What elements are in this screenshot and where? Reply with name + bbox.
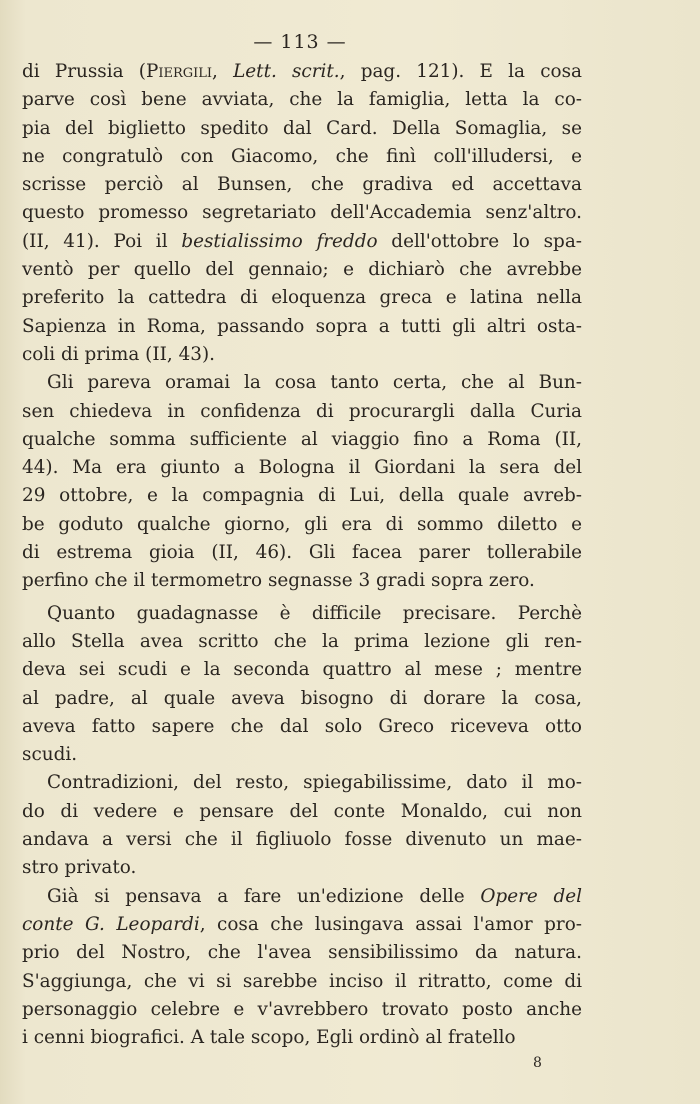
text-line <box>22 58 582 86</box>
text-line: sen chiedeva in confidenza di procurargli dalla Curia <box>22 400 582 422</box>
italic-phrase: bestialissimo freddo <box>181 230 378 252</box>
text-line: pia del biglietto spedito dal Card. Della Somaglia, se <box>22 117 582 139</box>
text-line: di estrema gioia (II, 46). Gli facea parer tollerabile <box>22 542 582 564</box>
text-segment: (II, 41). Poi il <box>22 230 182 252</box>
text-line: perfino che il termometro segnasse 3 gradi sopra zero. <box>22 570 535 592</box>
text-segment: Già si pensava a fare un'edizione delle <box>47 885 481 907</box>
text-segment: , <box>212 61 234 82</box>
text-line: Contradizioni, del resto, spiegabilissime, dato il mo- <box>47 772 582 794</box>
text-line: stro privato. <box>22 857 137 879</box>
text-line: ventò per quello del gennaio; e dichiarò che avrebbe <box>22 259 582 281</box>
signature-mark: 8 <box>533 1055 542 1071</box>
text-line: andava a versi che il figliuolo fosse divenuto un mae- <box>22 829 582 851</box>
text-line: 44). Ma era giunto a Bologna il Giordani la sera del <box>22 457 582 479</box>
text-line: scrisse perciò al Bunsen, che gradiva ed accettava <box>22 174 582 196</box>
text-line: Quanto guadagnasse è difficile precisare. Perchè <box>47 602 582 624</box>
text-line: Gli pareva oramai la cosa tanto certa, che al Bun- <box>47 372 582 394</box>
text-line: ne congratulò con Giacomo, che finì coll'illudersi, e <box>22 145 582 167</box>
text-line: parve così bene avviata, che la famiglia, letta la co- <box>22 89 582 111</box>
paragraph-5 <box>22 883 582 1053</box>
paragraph-2 <box>22 369 582 595</box>
text-line: questo promesso segretariato dell'Accademia senz'altro. <box>22 202 582 224</box>
text-segment: dell'ottobre lo spa- <box>377 230 582 252</box>
text-line: preferito la cattedra di eloquenza greca e latina nella <box>22 287 582 309</box>
text-line <box>22 883 582 911</box>
text-line: personaggio celebre e v'avrebbero trovato posto anche <box>22 998 582 1020</box>
text-line: prio del Nostro, che l'avea sensibilissimo da natura. <box>22 942 582 964</box>
text-segment: di Prussia ( <box>22 61 146 82</box>
paragraph-1 <box>22 58 582 369</box>
text-segment: , cosa che lusingava assai l'amor pro- <box>199 913 582 935</box>
text-line <box>22 228 582 256</box>
text-line: Sapienza in Roma, passando sopra a tutti gli altri osta- <box>22 315 582 337</box>
italic-title: Opere del <box>480 885 583 907</box>
author-small-caps: Piergili <box>145 61 213 82</box>
text-segment: , pag. 121). E la cosa <box>339 61 582 82</box>
italic-reference: Lett. scrit. <box>233 61 340 82</box>
text-line: i cenni biografici. A tale scopo, Egli ordinò al fratello <box>22 1027 516 1049</box>
text-line: scudi. <box>22 744 78 766</box>
text-line: 29 ottobre, e la compagnia di Lui, della quale avreb- <box>22 485 582 507</box>
text-line: qualche somma sufficiente al viaggio fino a Roma (II, <box>22 428 582 450</box>
text-line: aveva fatto sapere che dal solo Greco riceveva otto <box>22 715 582 737</box>
text-line: al padre, al quale aveva bisogno di dorare la cosa, <box>22 687 582 709</box>
text-line: S'aggiunga, che vi si sarebbe inciso il ritratto, come di <box>22 970 582 992</box>
text-line: deva sei scudi e la seconda quattro al mese ; mentre <box>22 659 582 681</box>
paragraph-4 <box>22 769 582 882</box>
text-line: do di vedere e pensare del conte Monaldo, cui non <box>22 800 582 822</box>
page-number: — 113 — <box>253 31 347 53</box>
italic-title: conte G. Leopardi <box>22 913 200 935</box>
paragraph-3 <box>22 600 582 770</box>
text-line: coli di prima (II, 43). <box>22 343 215 365</box>
text-line: be goduto qualche giorno, gli era di sommo diletto e <box>22 513 582 535</box>
text-line <box>22 911 582 939</box>
body-text <box>22 58 582 1052</box>
text-line: allo Stella avea scritto che la prima lezione gli ren- <box>22 630 582 652</box>
